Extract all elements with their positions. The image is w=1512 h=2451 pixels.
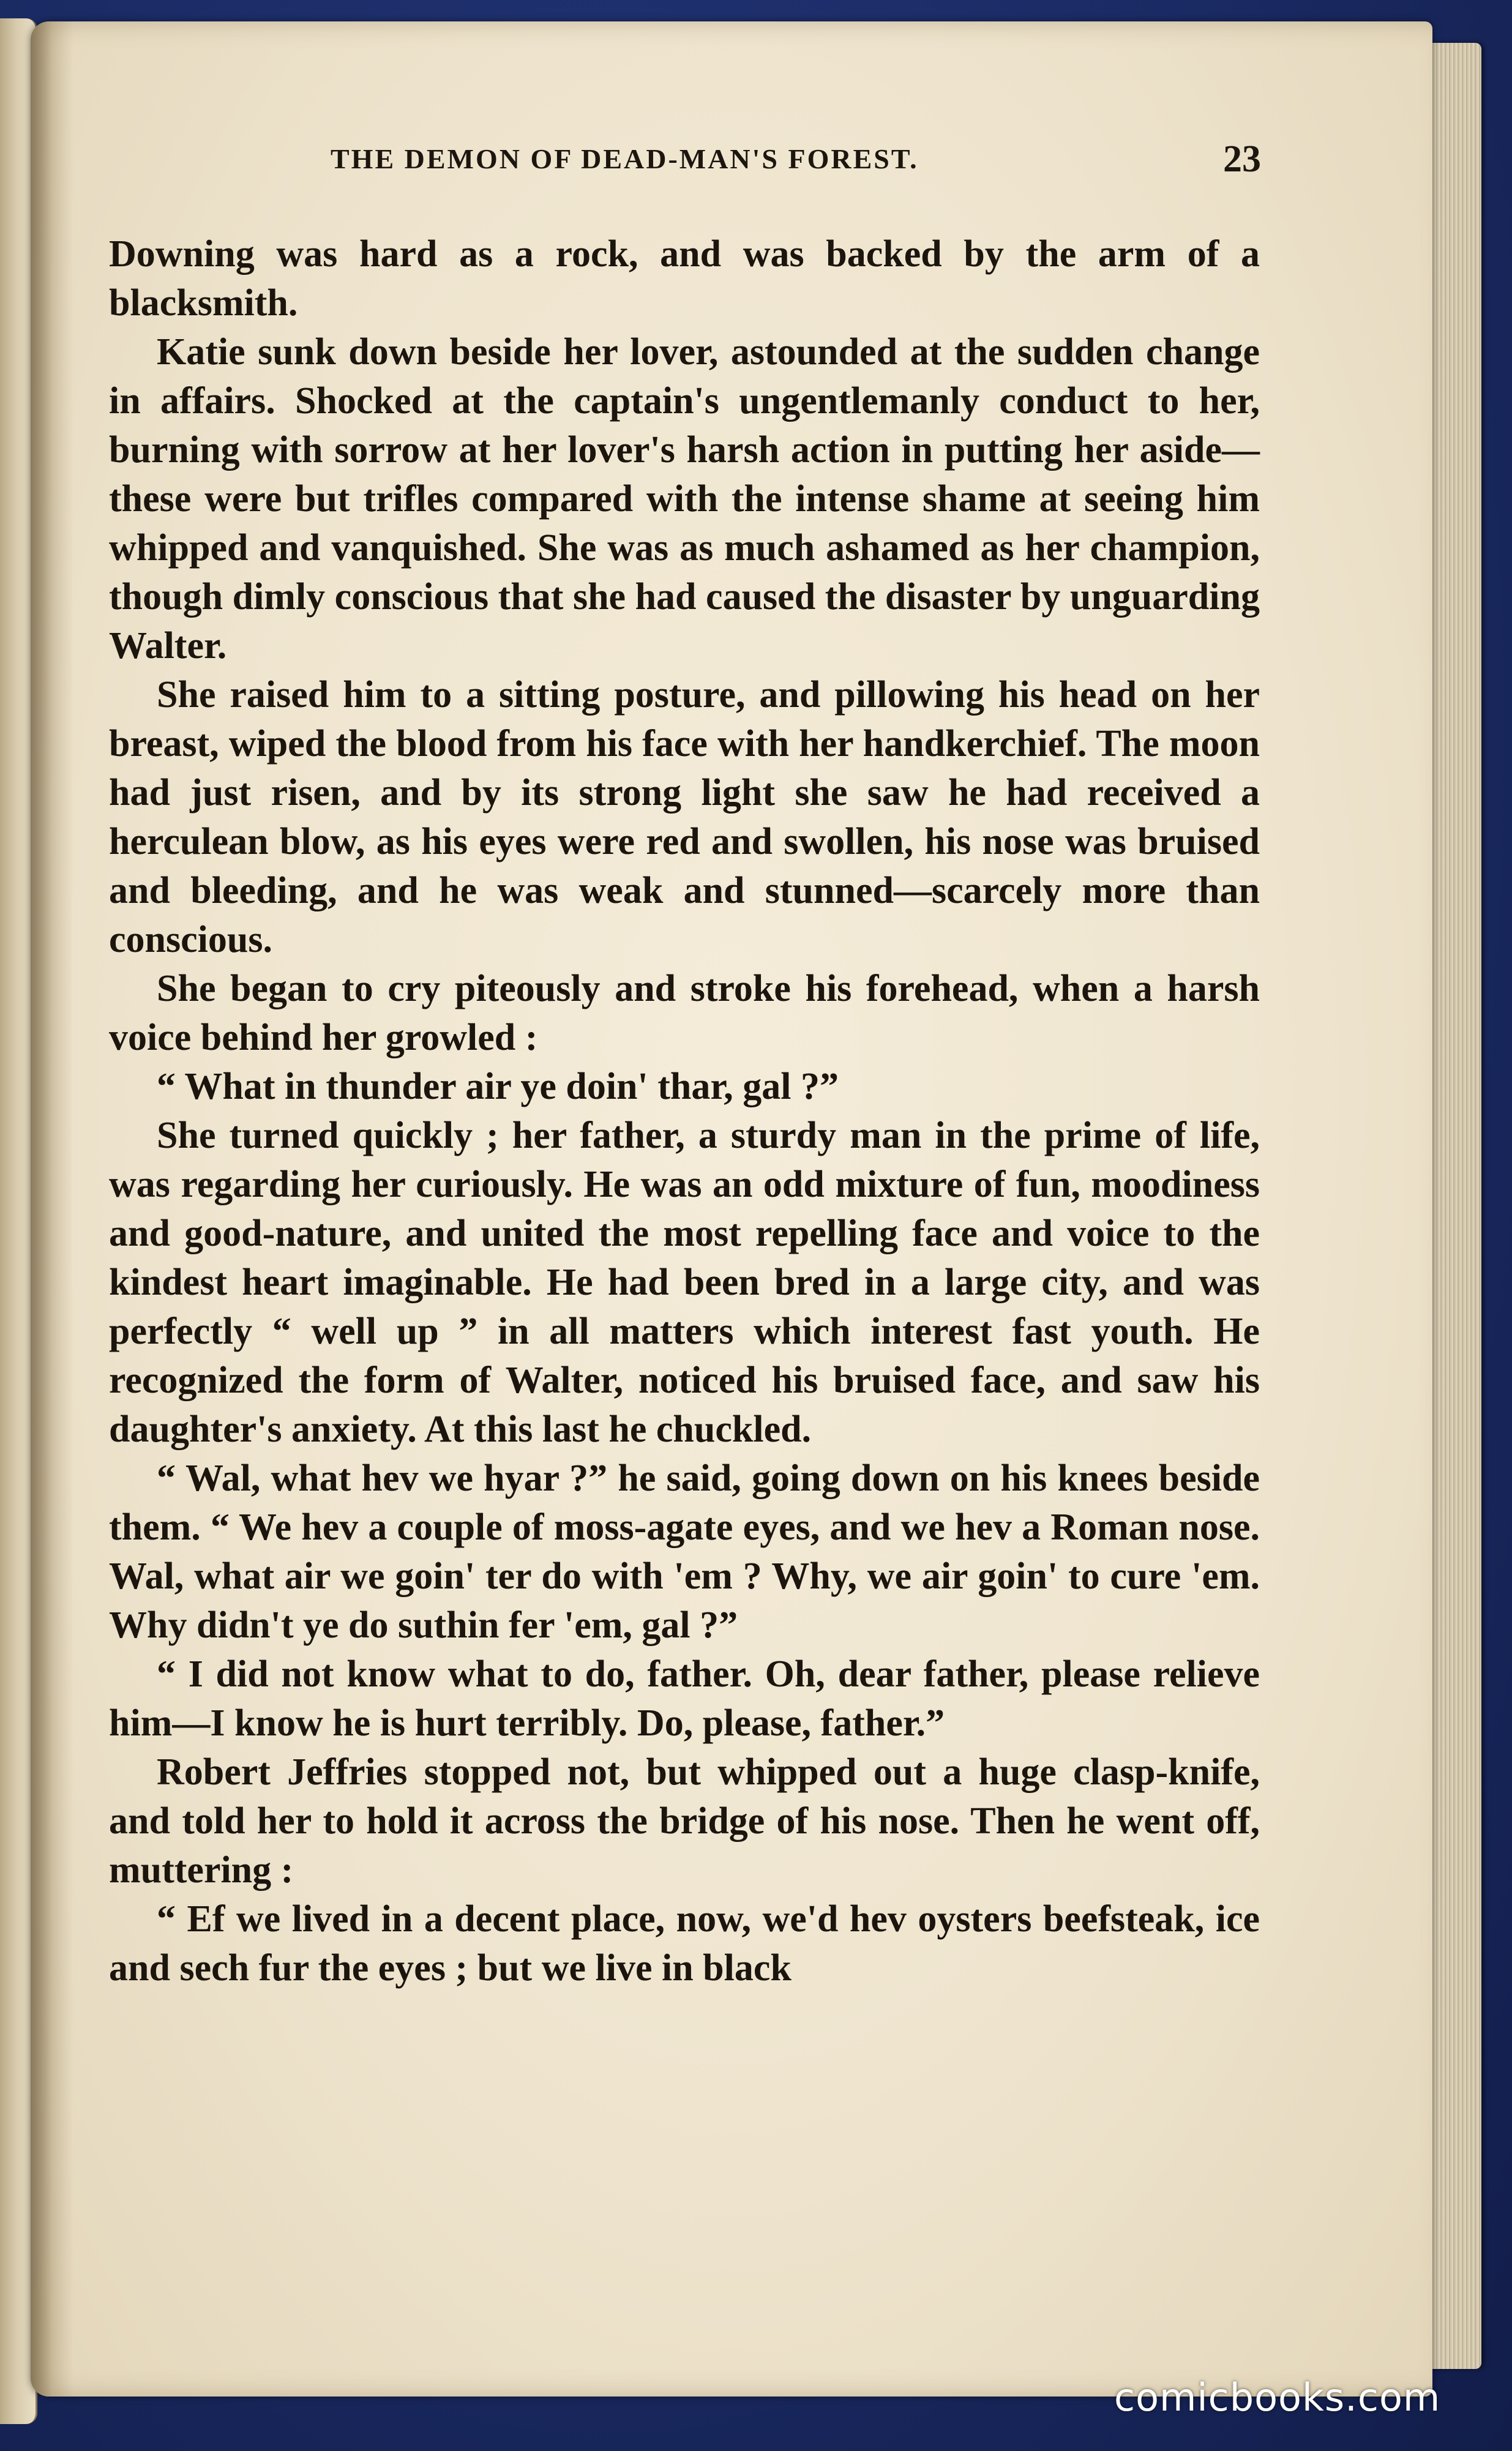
watermark: comicbooks.com	[1114, 2375, 1441, 2420]
running-title: THE DEMON OF DEAD-MAN'S FOREST.	[331, 143, 919, 174]
body-text	[109, 230, 1260, 1993]
paragraph: Robert Jeffries stopped not, but whipped out a huge clasp-knife, and told her to hold it across the bridge of his nose. Then he went off, muttering :	[109, 1751, 1260, 1891]
paragraph: “ What in thunder air ye doin' thar, gal ?”	[157, 1066, 839, 1107]
paragraph: Katie sunk down beside her lover, astounded at the sudden change in affairs. Shocked at the captain's ungentlemanly conduct to her, burning with sorrow at her lover's harsh action in putting her aside—these were but trifles compared with the intense shame at seeing him whipped and vanquished. She was as much ashamed as her champion, though dimly conscious that she had caused the disaster by unguarding Walter.	[109, 331, 1260, 667]
paragraph: Downing was hard as a rock, and was backed by the arm of a blacksmith.	[109, 233, 1260, 324]
paragraph: “ Ef we lived in a decent place, now, we'd hev oysters beefsteak, ice and sech fur the eyes ; but we live in black	[109, 1898, 1260, 1989]
paragraph: “ Wal, what hev we hyar ?” he said, going down on his knees beside them. “ We hev a couple of moss-agate eyes, and we hev a Roman nose. Wal, what air we goin' ter do with 'em ? Why, we air goin' to cure 'em. Why didn't ye do suthin fer 'em, gal ?”	[109, 1458, 1260, 1646]
page-gutter-shadow	[31, 21, 73, 2397]
page-number: 23	[1223, 138, 1261, 180]
paragraph: She began to cry piteously and stroke his forehead, when a harsh voice behind her growled :	[109, 968, 1260, 1058]
paragraph: “ I did not know what to do, father. Oh, dear father, please relieve him—I know he is hurt terribly. Do, please, father.”	[109, 1653, 1260, 1744]
paragraph: She turned quickly ; her father, a sturdy man in the prime of life, was regarding her curiously. He was an odd mixture of fun, moodiness and good-nature, and united the most repelling face and voice to the kindest heart imaginable. He had been bred in a large city, and was perfectly “ well up ” in all matters which interest fast youth. He recognized the form of Walter, noticed his bruised face, and saw his daughter's anxiety. At this last he chuckled.	[109, 1115, 1260, 1450]
page-header	[110, 138, 1261, 187]
paragraph: She raised him to a sitting posture, and pillowing his head on her breast, wiped the blood from his face with her handkerchief. The moon had just risen, and by its strong light she saw he had received a herculean blow, as his eyes were red and swollen, his nose was bruised and bleeding, and he was weak and stunned—scarcely more than conscious.	[109, 674, 1260, 960]
